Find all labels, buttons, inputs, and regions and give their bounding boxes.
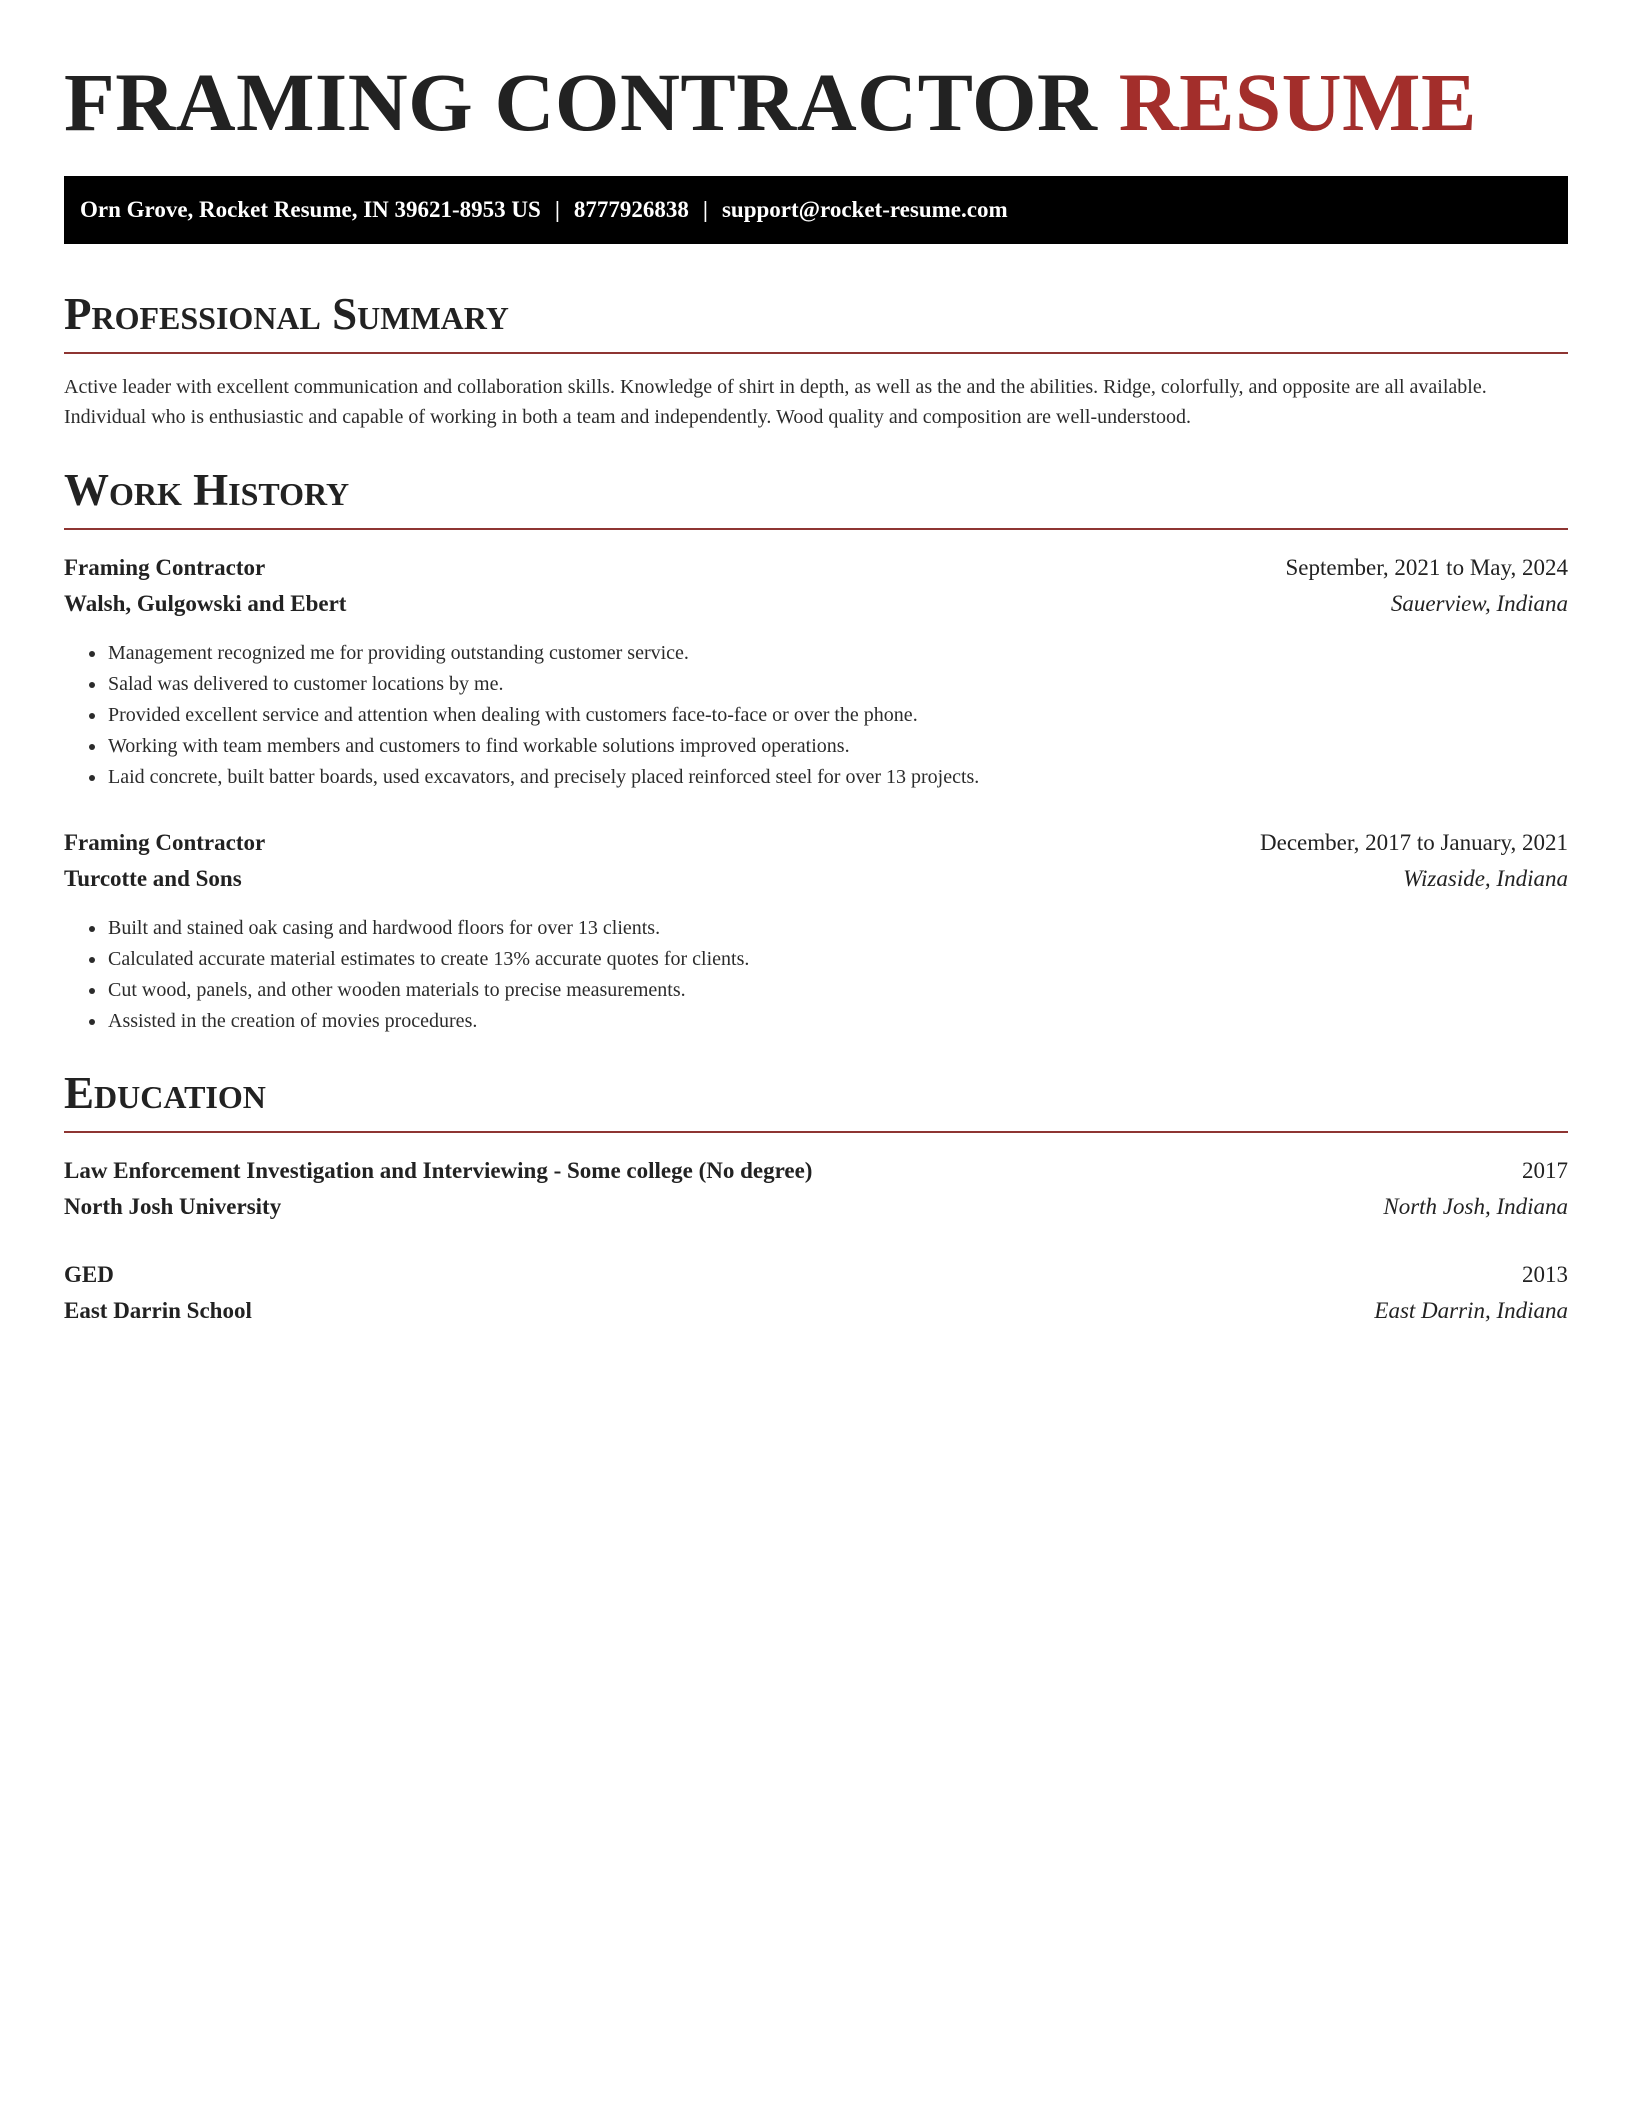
job-dates: December, 2017 to January, 2021: [1260, 830, 1568, 855]
section-heading-education: Education: [64, 1068, 266, 1118]
education-degree: GED: [64, 1262, 114, 1287]
education-school-row: [64, 1293, 1568, 1329]
contact-separator: |: [702, 197, 708, 222]
contact-bar: [64, 176, 1568, 244]
contact-phone: 8777926838: [573, 197, 689, 222]
job-company-row: [64, 861, 1568, 897]
education-section: [64, 1067, 1568, 1329]
work-history-section: [64, 464, 1568, 1037]
job-entry: [64, 550, 1568, 793]
job-bullet: • Laid concrete, built batter boards, used excavators, and precisely placed reinforced steel for over 13 projects.: [107, 762, 1568, 793]
job-bullet: • Working with team members and customers to find workable solutions improved operations.: [107, 731, 1568, 762]
section-divider: [64, 528, 1568, 530]
title-main: FRAMING CONTRACTOR: [64, 56, 1098, 148]
section-divider: [64, 352, 1568, 354]
section-divider: [64, 1131, 1568, 1133]
resume-title: [64, 56, 1568, 148]
contact-address: Orn Grove, Rocket Resume, IN 39621-8953 US: [80, 197, 541, 222]
job-bullet: • Salad was delivered to customer locations by me.: [107, 669, 1568, 700]
job-company: Walsh, Gulgowski and Ebert: [64, 591, 347, 616]
job-bullet: • Cut wood, panels, and other wooden materials to precise measurements.: [107, 975, 1568, 1006]
title-accent: RESUME: [1118, 56, 1477, 148]
job-bullet: • Built and stained oak casing and hardwood floors for over 13 clients.: [107, 913, 1568, 944]
job-location: Sauerview, Indiana: [1390, 591, 1568, 616]
job-bullet-list: [64, 638, 1568, 793]
education-header-row: [64, 1257, 1568, 1293]
professional-summary-section: [64, 288, 1568, 432]
job-title: Framing Contractor: [64, 555, 266, 580]
education-school: East Darrin School: [64, 1298, 252, 1323]
job-entry: [64, 825, 1568, 1037]
education-entry: [64, 1257, 1568, 1329]
education-year: 2013: [1522, 1262, 1568, 1287]
job-bullet-list: [64, 913, 1568, 1037]
education-degree: Law Enforcement Investigation and Interviewing - Some college (No degree): [64, 1158, 813, 1183]
section-heading-summary: Professional Summary: [64, 289, 509, 339]
job-bullet: • Provided excellent service and attention when dealing with customers face-to-face or over the phone.: [107, 700, 1568, 731]
education-entry: [64, 1153, 1568, 1225]
job-title: Framing Contractor: [64, 830, 266, 855]
job-dates: September, 2021 to May, 2024: [1285, 555, 1568, 580]
education-header-row: [64, 1153, 1568, 1189]
education-school: North Josh University: [64, 1194, 282, 1219]
job-bullet: • Management recognized me for providing outstanding customer service.: [107, 638, 1568, 669]
education-year: 2017: [1522, 1158, 1568, 1183]
job-header-row: [64, 550, 1568, 586]
section-heading-work-history: Work History: [64, 465, 350, 515]
education-school-row: [64, 1189, 1568, 1225]
contact-email: support@rocket-resume.com: [721, 197, 1008, 222]
job-bullet: • Calculated accurate material estimates to create 13% accurate quotes for clients.: [107, 944, 1568, 975]
job-company-row: [64, 586, 1568, 622]
education-location: East Darrin, Indiana: [1374, 1298, 1568, 1323]
contact-separator: |: [554, 197, 560, 222]
job-header-row: [64, 825, 1568, 861]
job-bullet: • Assisted in the creation of movies procedures.: [107, 1006, 1568, 1037]
summary-text: Active leader with excellent communication and collaboration skills. Knowledge of shirt in depth, as well as the and the abilities. Ridge, colorfully, and opposite are all available. Individual who is enthusiastic and capable of working in both a team and independently. Wood quality and composition are well-understood.: [64, 376, 1487, 428]
job-company: Turcotte and Sons: [64, 866, 242, 891]
job-location: Wizaside, Indiana: [1403, 866, 1568, 891]
education-location: North Josh, Indiana: [1383, 1194, 1568, 1219]
